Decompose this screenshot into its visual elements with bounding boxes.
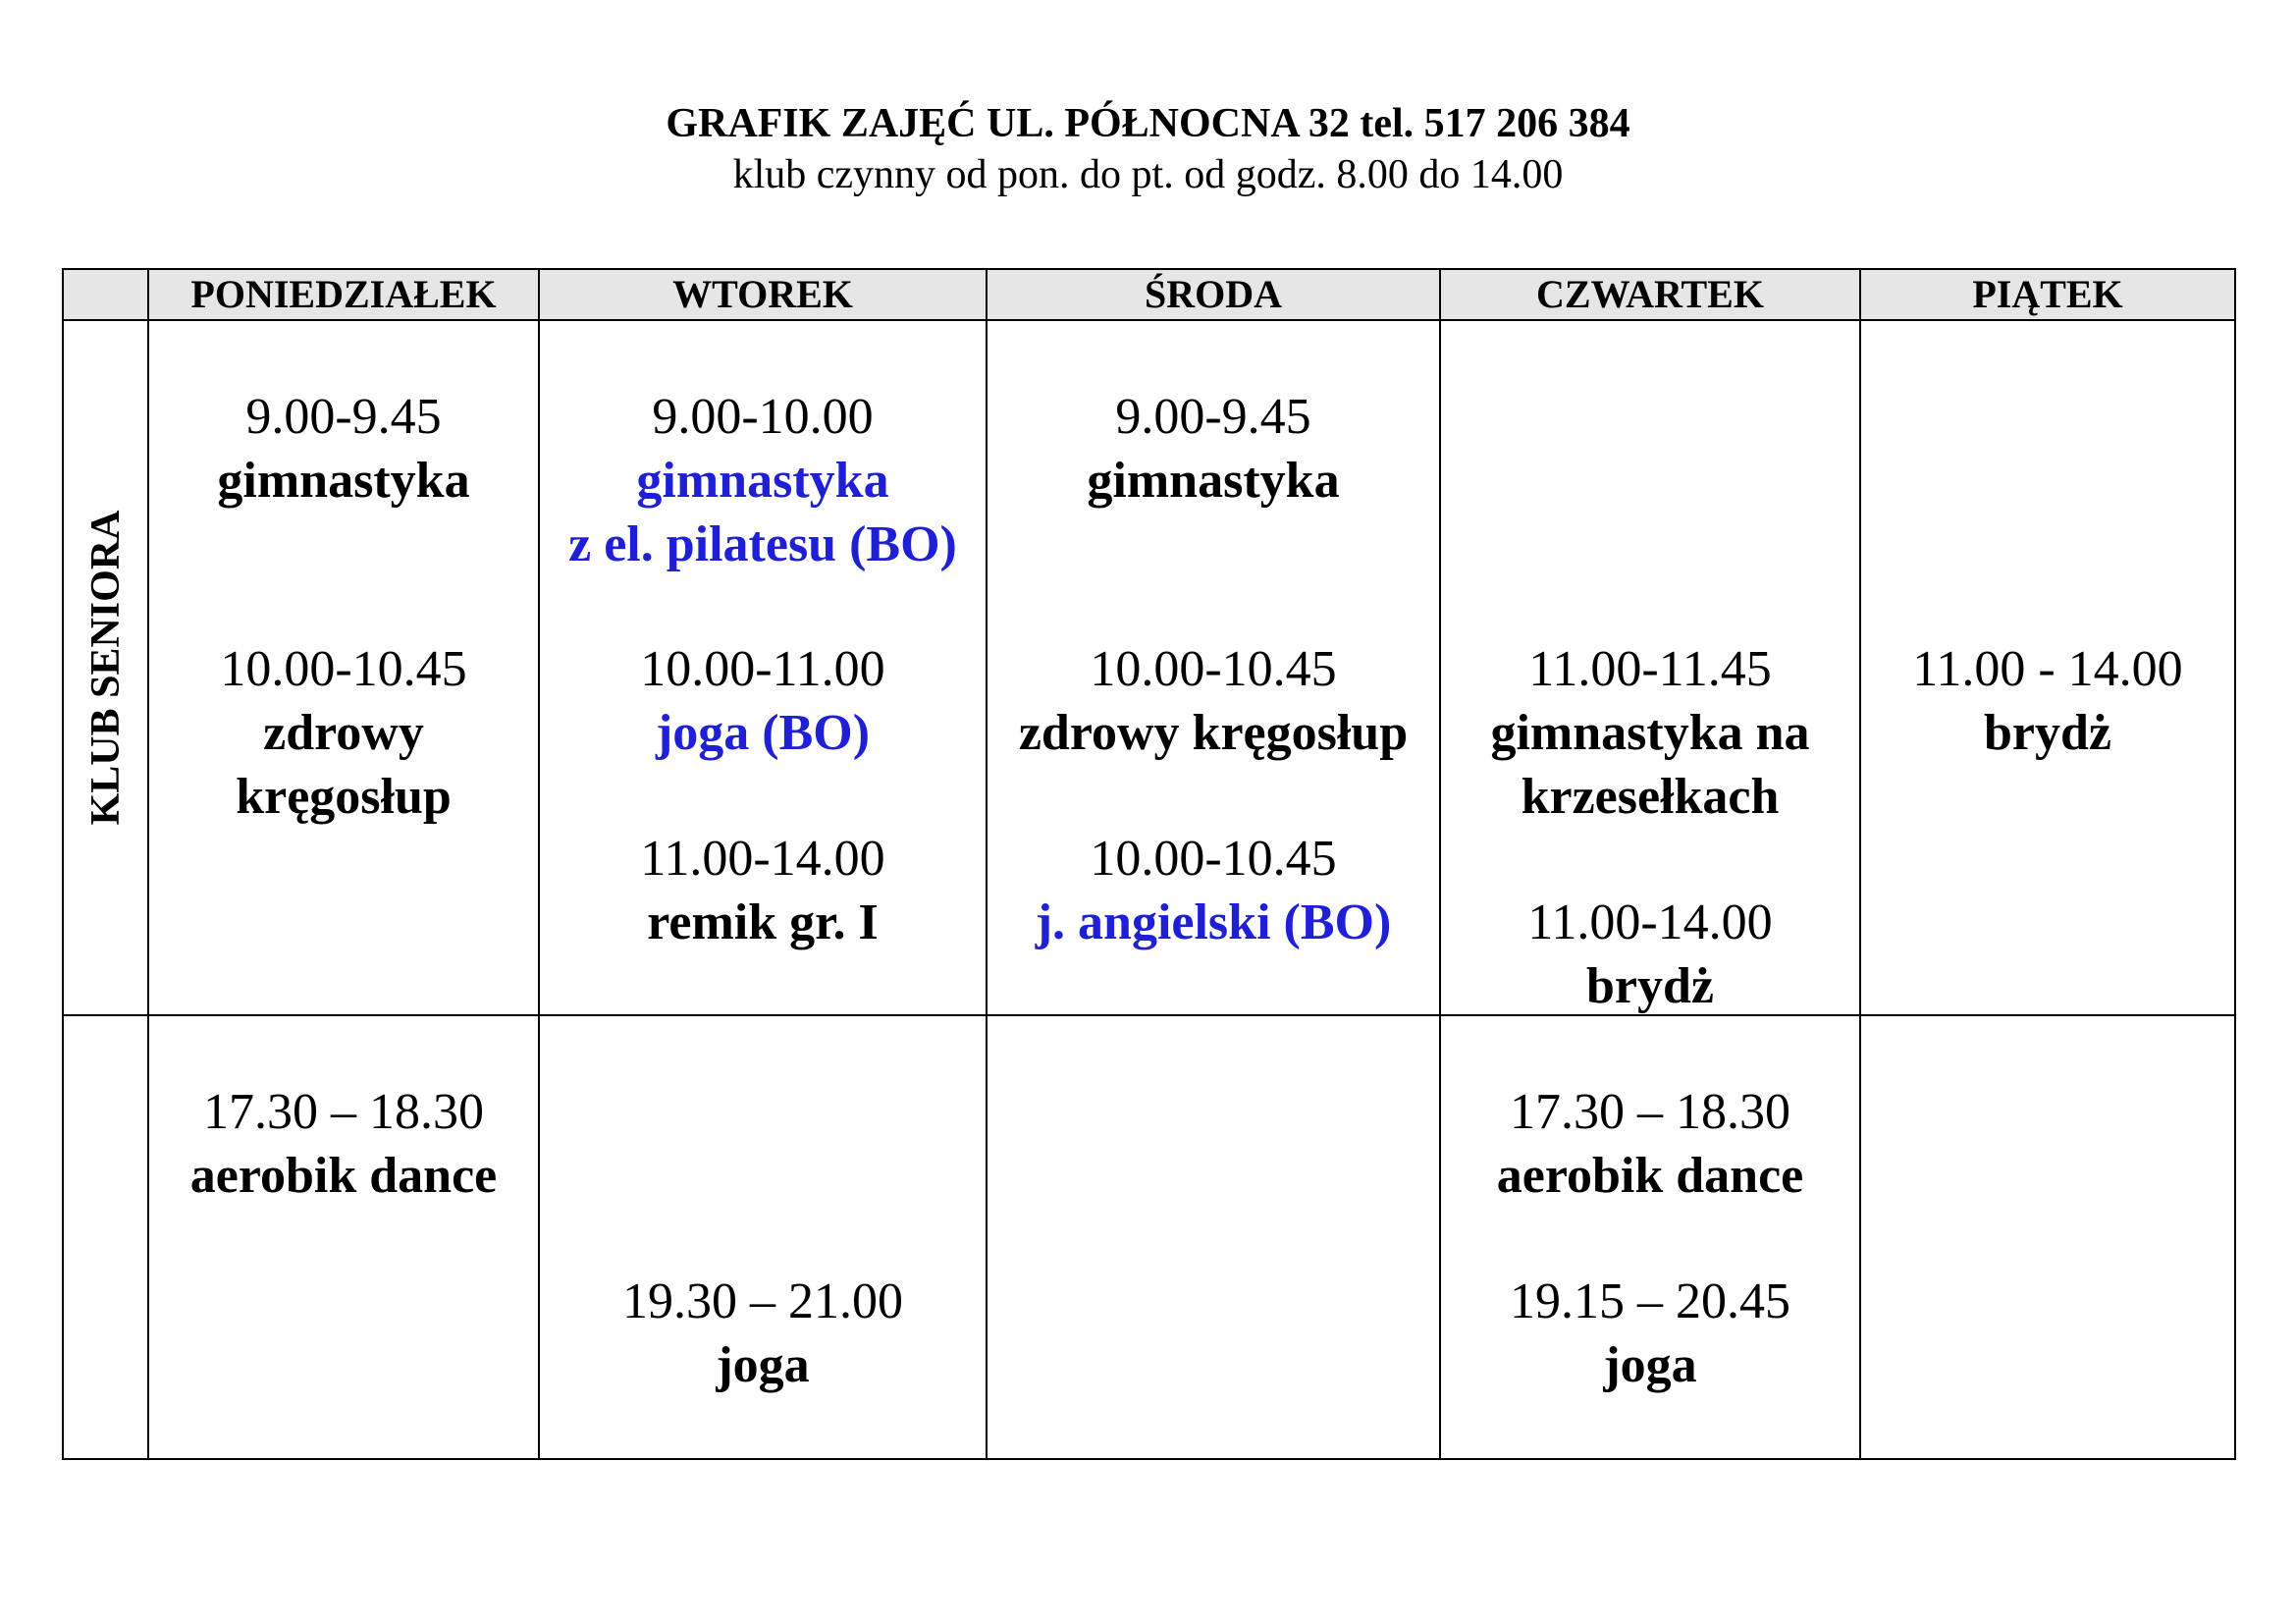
schedule-entry: [988, 637, 1439, 765]
entry-activity: joga: [716, 1337, 810, 1393]
page-title: GRAFIK ZAJĘĆ UL. PÓŁNOCNA 32 tel. 517 206 384: [666, 101, 1630, 146]
entry-activity: zdrowy kręgosłup: [236, 705, 452, 825]
cell-wednesday-senior: [987, 320, 1440, 1015]
entry-activity: remik gr. I: [647, 894, 879, 950]
evening-row: [63, 1015, 2235, 1459]
entry-time: 11.00 - 14.00: [1912, 641, 2183, 697]
schedule-entry: [149, 1080, 538, 1208]
entry-time: 19.15 – 20.45: [1510, 1273, 1790, 1329]
entry-time: 17.30 – 18.30: [203, 1084, 484, 1140]
schedule-table: [62, 268, 2236, 1460]
entry-time: 11.00-11.45: [1528, 641, 1772, 697]
entry-time: 17.30 – 18.30: [1510, 1084, 1790, 1140]
schedule-entry: [149, 385, 538, 513]
day-header-monday: PONIEDZIAŁEK: [148, 269, 539, 320]
cell-wednesday-evening: [987, 1015, 1440, 1459]
schedule-entry: [1861, 637, 2234, 765]
entry-time: 9.00-10.00: [652, 389, 874, 445]
entry-activity: gimnastyka z el. pilatesu (BO): [568, 453, 957, 572]
entry-time: 10.00-11.00: [640, 641, 885, 697]
corner-cell: [63, 269, 148, 320]
cell-friday-evening: [1860, 1015, 2235, 1459]
entry-activity: brydż: [1586, 958, 1714, 1014]
entry-activity: aerobik dance: [189, 1148, 498, 1204]
entry-time: 11.00-14.00: [1527, 894, 1773, 950]
row-label-cell: [63, 320, 148, 1015]
day-header-wednesday: ŚRODA: [987, 269, 1440, 320]
cell-tuesday-evening: [539, 1015, 987, 1459]
entry-time: 11.00-14.00: [640, 831, 885, 887]
schedule-entry: [988, 385, 1439, 513]
entry-time: 10.00-10.45: [1090, 641, 1337, 697]
cell-monday-evening: [148, 1015, 539, 1459]
entry-activity: joga (BO): [655, 705, 871, 761]
cell-tuesday-senior: [539, 320, 987, 1015]
entry-time: 19.30 – 21.00: [622, 1273, 903, 1329]
cell-monday-senior: [148, 320, 539, 1015]
entry-activity: joga: [1603, 1337, 1697, 1393]
senior-club-row: [63, 320, 2235, 1015]
opening-hours: klub czynny od pon. do pt. od godz. 8.00 do 14.00: [732, 152, 1564, 197]
schedule-entry: [540, 637, 986, 765]
entry-time: 10.00-10.45: [220, 641, 467, 697]
entry-activity: zdrowy kręgosłup: [1018, 705, 1409, 761]
schedule-entry: [1441, 637, 1859, 829]
entry-time: 10.00-10.45: [1090, 831, 1337, 887]
schedule-entry: [1441, 1270, 1859, 1397]
entry-activity: brydż: [1984, 705, 2111, 761]
schedule-entry: [1441, 891, 1859, 1018]
cell-thursday-senior: [1440, 320, 1860, 1015]
row-label-cell-evening: [63, 1015, 148, 1459]
schedule-entry: [540, 827, 986, 954]
entry-time: 9.00-9.45: [1115, 389, 1311, 445]
entry-activity: gimnastyka: [217, 453, 470, 509]
schedule-entry: [540, 385, 986, 576]
row-label-senior: KLUB SENIORA: [82, 510, 129, 826]
schedule-entry: [149, 637, 538, 829]
schedule-entry: [540, 1270, 986, 1397]
day-header-friday: PIĄTEK: [1860, 269, 2235, 320]
entry-activity: j. angielski (BO): [1035, 894, 1392, 950]
entry-activity: gimnastyka: [1087, 453, 1340, 509]
header-row: [63, 269, 2235, 320]
schedule-entry: [988, 827, 1439, 954]
day-header-thursday: CZWARTEK: [1440, 269, 1860, 320]
day-header-tuesday: WTOREK: [539, 269, 987, 320]
schedule-entry: [1441, 1080, 1859, 1208]
entry-time: 9.00-9.45: [245, 389, 442, 445]
entry-activity: gimnastyka na krzesełkach: [1490, 705, 1810, 825]
cell-friday-senior: [1860, 320, 2235, 1015]
entry-activity: aerobik dance: [1496, 1148, 1804, 1204]
cell-thursday-evening: [1440, 1015, 1860, 1459]
